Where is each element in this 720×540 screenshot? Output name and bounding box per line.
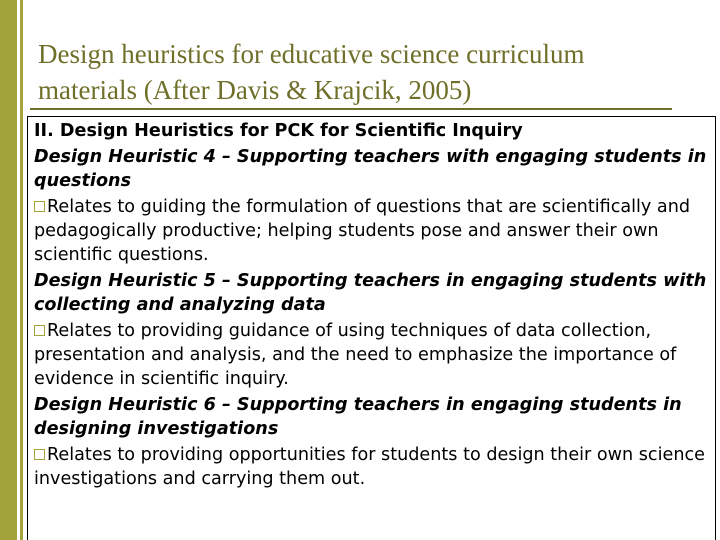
- heuristic-6-heading: Design Heuristic 6 – Supporting teachers in engaging students in designing investigations: [34, 395, 682, 439]
- slide-title: [38, 36, 698, 108]
- left-accent-bar: [0, 0, 17, 540]
- heuristic-6-bullet: [34, 443, 714, 491]
- slide-body: [34, 119, 714, 493]
- title-line-1: Design heuristics for educative science curriculum: [38, 39, 585, 69]
- heuristic-5-heading: Design Heuristic 5 – Supporting teachers in engaging students with collecting and analyzing data: [34, 271, 707, 315]
- heuristic-4-text: Relates to guiding the formulation of questions that are scientifically and pedagogically productive; helping students pose and answer their own scientific questions.: [34, 197, 691, 265]
- heuristic-6-text: Relates to providing opportunities for students to design their own science investigations and carrying them out.: [34, 445, 705, 489]
- left-accent-rule: [20, 0, 23, 540]
- title-underline: [30, 108, 672, 110]
- section-heading: II. Design Heuristics for PCK for Scientific Inquiry: [34, 121, 523, 141]
- heuristic-4-heading: Design Heuristic 4 – Supporting teachers with engaging students in questions: [34, 147, 707, 191]
- square-bullet-icon: [34, 201, 45, 212]
- square-bullet-icon: [34, 325, 45, 336]
- heuristic-5-bullet: [34, 319, 714, 391]
- square-bullet-icon: [34, 449, 45, 460]
- heuristic-4-bullet: [34, 195, 714, 267]
- heuristic-5-text: Relates to providing guidance of using techniques of data collection, presentation and analysis, and the need to emphasize the importance of evidence in scientific inquiry.: [34, 321, 677, 389]
- title-line-2: materials (After Davis & Krajcik, 2005): [38, 75, 472, 105]
